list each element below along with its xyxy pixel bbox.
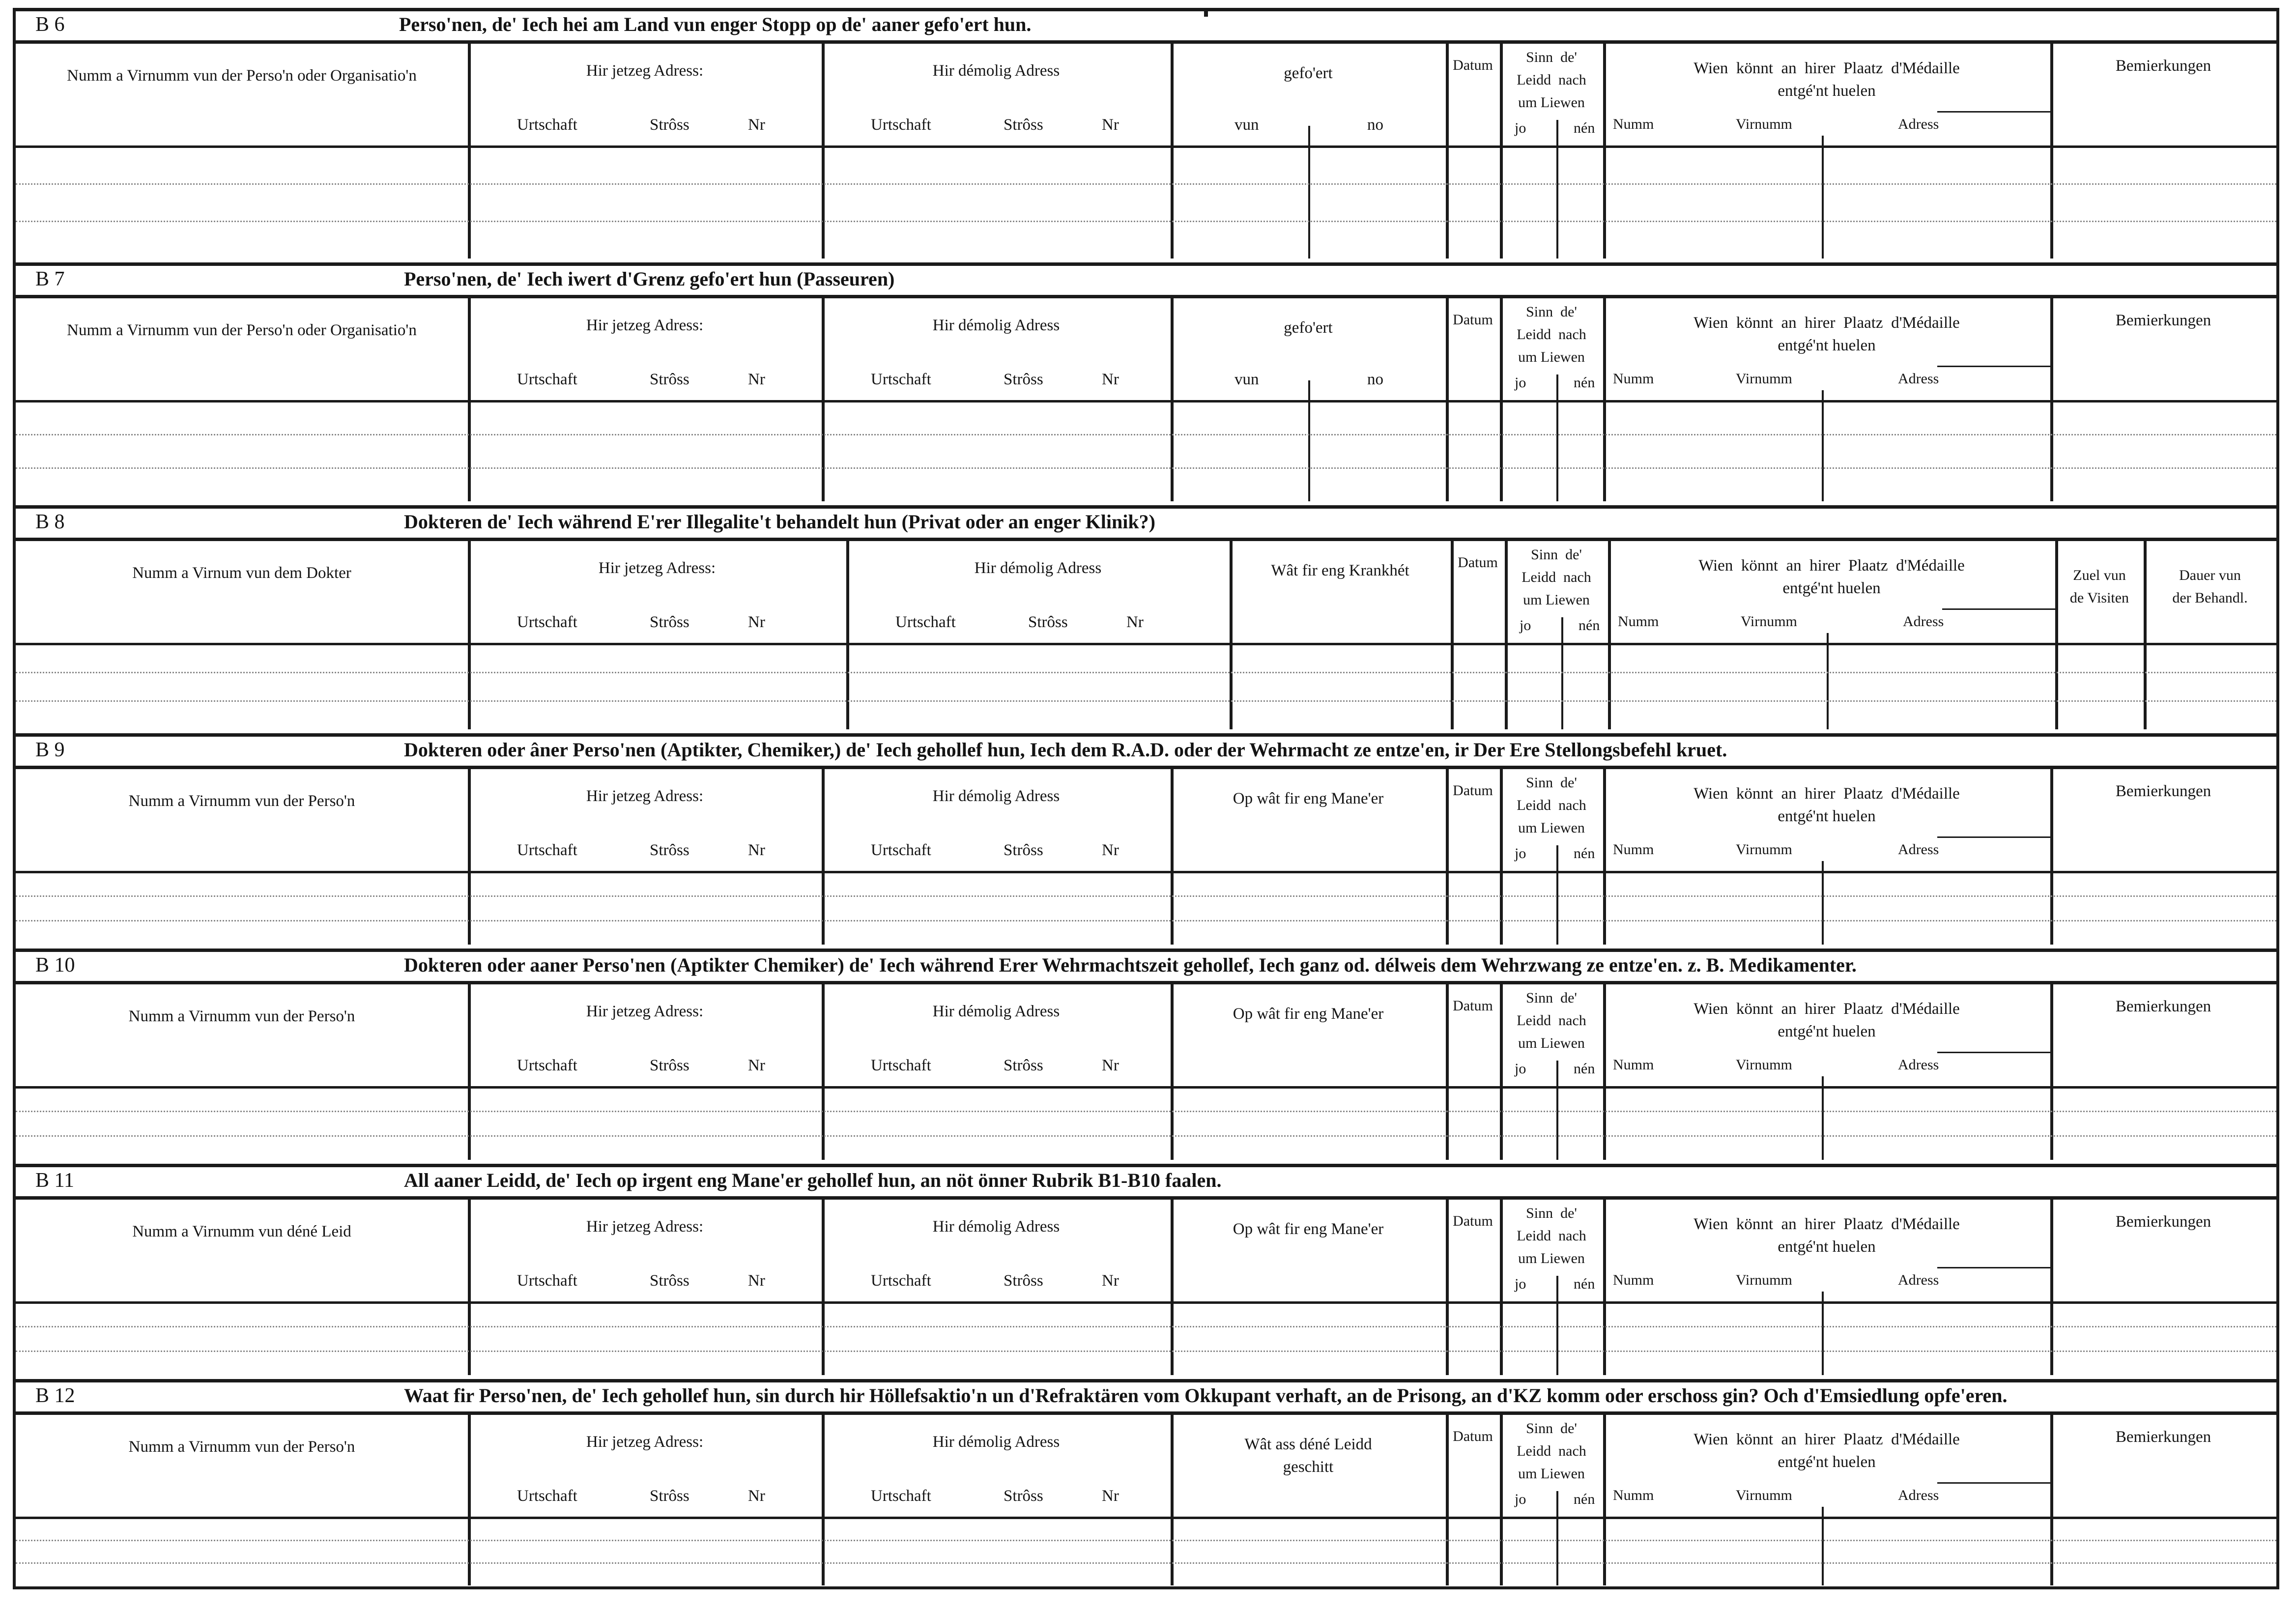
special-column-header: Op wât fir eng Mane'er: [1233, 1005, 1384, 1023]
from-subheader: vun: [1234, 116, 1259, 134]
section-title: Dokteren oder aaner Perso'nen (Aptikter Chemiker) de' Iech während Erer Wehrmachtszeit gehollef, Iech ganz od. délweis dem Wehrzwang ze entze'en. z. B. Medikamenter.: [404, 954, 1857, 976]
yes-no-divider: [1556, 1276, 1558, 1375]
street-subheader: Strôss: [1004, 116, 1043, 134]
former-address-header: Hir démolig Adress: [932, 787, 1060, 805]
column-divider: [822, 984, 825, 1160]
number-subheader: Nr: [748, 1272, 765, 1290]
name-column-header: Numm a Virnumm vun der Perso'n: [128, 1007, 355, 1025]
section-id: B 12: [35, 1384, 75, 1407]
form-section: [16, 505, 2276, 733]
title-underline: [16, 538, 2276, 541]
former-address-header: Hir démolig Adress: [932, 1003, 1060, 1020]
title-underline: [16, 1196, 2276, 1200]
entry-row-cell[interactable]: [20, 223, 464, 257]
remarks-column-header: Bemierkungen: [2115, 57, 2211, 75]
former-address-header: Hir démolig Adress: [932, 1433, 1060, 1451]
name-column-header: Numm a Virnumm vun der Perso'n oder Organisatio'n: [67, 321, 417, 339]
entry-row-cell[interactable]: [20, 1519, 464, 1538]
street-subheader: Strôss: [650, 613, 689, 631]
column-divider: [468, 769, 471, 945]
medal-inner-divider: [1822, 390, 1824, 501]
date-column-header: Datum: [1453, 998, 1493, 1014]
entry-dotted-line: [16, 1351, 2276, 1352]
medal-subrule: [1937, 366, 2050, 367]
duration-column-header: Dauer vun der Behandl.: [2172, 567, 2248, 606]
section-title: All aaner Leidd, de' Iech op irgent eng Mane'er gehollef hun, an nöt önner Rubrik B1-B10 faalen.: [404, 1169, 1222, 1191]
street-subheader: Strôss: [1004, 1057, 1043, 1074]
column-divider: [1603, 298, 1606, 501]
yes-no-divider: [1561, 617, 1563, 729]
column-divider: [822, 298, 825, 501]
medal-inner-divider: [1822, 136, 1824, 259]
medal-subrule: [1937, 1482, 2050, 1484]
column-divider: [1171, 984, 1174, 1160]
section-top-rule: [16, 505, 2276, 509]
column-divider: [468, 984, 471, 1160]
number-subheader: Nr: [1102, 371, 1119, 388]
column-divider: [1171, 769, 1174, 945]
number-subheader: Nr: [1102, 116, 1119, 134]
place-subheader: Urtschaft: [517, 1272, 577, 1290]
sinn-column-header: Sinn de' Leidd nach um Liewen: [1521, 546, 1591, 608]
column-divider: [822, 44, 825, 259]
name-column-header: Numm a Virnumm vun déné Leid: [132, 1223, 351, 1240]
entry-dotted-line: [16, 1135, 2276, 1137]
medal-firstname-subheader: Virnumm: [1736, 371, 1792, 387]
to-subheader: no: [1367, 371, 1383, 388]
from-to-divider: [1308, 380, 1310, 501]
entry-row-cell[interactable]: [20, 1542, 464, 1561]
column-divider: [1171, 1415, 1174, 1585]
current-address-header: Hir jetzeg Adress:: [586, 62, 704, 80]
medal-address-subheader: Adress: [1898, 1057, 1939, 1073]
entry-dotted-line: [16, 434, 2276, 435]
entry-dotted-line: [16, 183, 2276, 185]
current-address-header: Hir jetzeg Adress:: [586, 316, 704, 334]
street-subheader: Strôss: [1004, 371, 1043, 388]
date-column-header: Datum: [1453, 782, 1493, 799]
no-subheader: nén: [1574, 1061, 1595, 1077]
column-divider: [822, 1415, 825, 1585]
medal-firstname-subheader: Virnumm: [1736, 841, 1792, 858]
column-divider: [1500, 1200, 1503, 1375]
number-subheader: Nr: [748, 613, 765, 631]
entry-row-cell[interactable]: [20, 147, 464, 181]
number-subheader: Nr: [748, 371, 765, 388]
medal-subrule: [1937, 1267, 2050, 1268]
medal-name-subheader: Numm: [1613, 841, 1654, 858]
entry-row-cell[interactable]: [20, 702, 464, 727]
entry-row-cell[interactable]: [20, 185, 464, 219]
column-divider: [1603, 1200, 1606, 1375]
title-underline: [16, 981, 2276, 984]
sinn-column-header: Sinn de' Leidd nach um Liewen: [1517, 775, 1586, 836]
column-divider: [2050, 44, 2053, 259]
column-divider: [1446, 769, 1449, 945]
medal-firstname-subheader: Virnumm: [1736, 116, 1792, 132]
current-address-header: Hir jetzeg Adress:: [586, 1433, 704, 1451]
title-underline: [16, 766, 2276, 769]
section-title: Perso'nen, de' Iech hei am Land vun enger Stopp op de' aaner gefo'ert hun.: [399, 13, 1032, 35]
medal-inner-divider: [1827, 633, 1829, 729]
section-top-rule: [16, 1379, 2276, 1382]
no-subheader: nén: [1574, 1276, 1595, 1292]
medal-firstname-subheader: Virnumm: [1736, 1487, 1792, 1503]
medal-address-subheader: Adress: [1898, 116, 1939, 132]
current-address-header: Hir jetzeg Adress:: [586, 787, 704, 805]
special-column-header: Op wât fir eng Mane'er: [1233, 790, 1384, 807]
no-subheader: nén: [1578, 617, 1600, 633]
yes-subheader: jo: [1520, 617, 1531, 633]
number-subheader: Nr: [1102, 1487, 1119, 1505]
entry-row-cell[interactable]: [20, 402, 464, 432]
date-column-header: Datum: [1453, 1428, 1493, 1444]
medal-firstname-subheader: Virnumm: [1736, 1272, 1792, 1288]
column-divider: [2050, 298, 2053, 501]
entry-dotted-line: [16, 467, 2276, 469]
column-divider: [1603, 44, 1606, 259]
entry-row-cell[interactable]: [20, 674, 464, 699]
column-divider: [2050, 1415, 2053, 1585]
medal-column-header: Wien könnt an hirer Plaatz d'Médaille entgé'nt huelen: [1693, 314, 1960, 354]
medal-name-subheader: Numm: [1613, 1487, 1654, 1503]
medal-column-header: Wien könnt an hirer Plaatz d'Médaille entgé'nt huelen: [1693, 1431, 1960, 1471]
column-divider: [1446, 1200, 1449, 1375]
column-divider: [468, 1200, 471, 1375]
medal-column-header: Wien könnt an hirer Plaatz d'Médaille entgé'nt huelen: [1698, 557, 1965, 597]
title-underline: [16, 295, 2276, 298]
street-subheader: Strôss: [1004, 1272, 1043, 1290]
entry-dotted-line: [16, 920, 2276, 921]
no-subheader: nén: [1574, 845, 1595, 862]
section-top-rule: [16, 733, 2276, 737]
section-title: Perso'nen, de' Iech iwert d'Grenz gefo'ert hun (Passeuren): [404, 268, 895, 290]
from-subheader: vun: [1234, 371, 1259, 388]
medal-firstname-subheader: Virnumm: [1741, 613, 1797, 630]
section-id: B 6: [35, 13, 65, 36]
column-divider: [468, 298, 471, 501]
form-frame: [13, 8, 2279, 1589]
medal-address-subheader: Adress: [1903, 613, 1944, 630]
form-section: [16, 1164, 2276, 1379]
column-divider: [1446, 984, 1449, 1160]
street-subheader: Strôss: [650, 371, 689, 388]
column-divider: [468, 1415, 471, 1585]
entry-dotted-line: [16, 1326, 2276, 1327]
section-top-rule: [16, 262, 2276, 266]
section-top-rule: [16, 949, 2276, 952]
medal-column-header: Wien könnt an hirer Plaatz d'Médaille entgé'nt huelen: [1693, 59, 1960, 100]
yes-no-divider: [1556, 1491, 1558, 1585]
form-section: [16, 1379, 2276, 1589]
entry-row-cell[interactable]: [20, 645, 464, 670]
yes-subheader: jo: [1515, 374, 1526, 391]
current-address-header: Hir jetzeg Adress:: [598, 559, 716, 577]
entry-row-cell[interactable]: [20, 469, 464, 499]
date-column-header: Datum: [1453, 1213, 1493, 1229]
remarks-column-header: Bemierkungen: [2115, 312, 2211, 329]
yes-no-divider: [1556, 374, 1558, 501]
medal-name-subheader: Numm: [1618, 613, 1659, 630]
entry-dotted-line: [16, 1562, 2276, 1564]
sinn-column-header: Sinn de' Leidd nach um Liewen: [1517, 49, 1586, 111]
entry-dotted-line: [16, 672, 2276, 673]
entry-row-cell[interactable]: [20, 1352, 464, 1373]
place-subheader: Urtschaft: [871, 1057, 931, 1074]
number-subheader: Nr: [748, 1487, 765, 1505]
medal-name-subheader: Numm: [1613, 116, 1654, 132]
column-divider: [2050, 769, 2053, 945]
medal-subrule: [1942, 608, 2055, 610]
special-column-header: Wât fir eng Krankhét: [1271, 562, 1409, 579]
place-subheader: Urtschaft: [871, 1487, 931, 1505]
yes-no-divider: [1556, 120, 1558, 259]
visits-column-header: Zuel vun de Visiten: [2069, 567, 2129, 606]
yes-subheader: jo: [1515, 1276, 1526, 1292]
name-column-header: Numm a Virnumm vun der Perso'n: [128, 792, 355, 810]
yes-no-divider: [1556, 1061, 1558, 1160]
entry-row-cell[interactable]: [20, 1328, 464, 1349]
medal-column-header: Wien könnt an hirer Plaatz d'Médaille entgé'nt huelen: [1693, 1215, 1960, 1256]
number-subheader: Nr: [1102, 1057, 1119, 1074]
section-top-rule: [16, 1164, 2276, 1167]
medal-column-header: Wien könnt an hirer Plaatz d'Médaille entgé'nt huelen: [1693, 785, 1960, 825]
sinn-column-header: Sinn de' Leidd nach um Liewen: [1517, 1420, 1586, 1482]
section-top-rule: [16, 8, 2276, 11]
number-subheader: Nr: [1102, 1272, 1119, 1290]
medal-address-subheader: Adress: [1898, 1487, 1939, 1503]
medal-inner-divider: [1822, 861, 1824, 945]
title-underline: [16, 40, 2276, 44]
form-section: [16, 949, 2276, 1164]
column-divider: [1500, 984, 1503, 1160]
current-address-header: Hir jetzeg Adress:: [586, 1003, 704, 1020]
place-subheader: Urtschaft: [517, 116, 577, 134]
column-divider: [1446, 298, 1449, 501]
place-subheader: Urtschaft: [895, 613, 956, 631]
name-column-header: Numm a Virnumm vun der Perso'n oder Organisatio'n: [67, 67, 417, 85]
medal-inner-divider: [1822, 1076, 1824, 1160]
special-column-header: Wât ass déné Leidd geschitt: [1244, 1436, 1372, 1476]
place-subheader: Urtschaft: [871, 116, 931, 134]
place-subheader: Urtschaft: [517, 841, 577, 859]
sinn-column-header: Sinn de' Leidd nach um Liewen: [1517, 1205, 1586, 1266]
street-subheader: Strôss: [650, 1057, 689, 1074]
column-divider: [1446, 1415, 1449, 1585]
section-title: Dokteren de' Iech während E'rer Illegalite't behandelt hun (Privat oder an enger Klinik?): [404, 511, 1155, 533]
place-subheader: Urtschaft: [517, 1057, 577, 1074]
section-id: B 8: [35, 511, 65, 533]
section-id: B 7: [35, 268, 65, 290]
special-column-header: gefo'ert: [1284, 319, 1333, 337]
name-column-header: Numm a Virnumm vun der Perso'n: [128, 1438, 355, 1456]
entry-dotted-line: [16, 221, 2276, 222]
former-address-header: Hir démolig Adress: [932, 62, 1060, 80]
medal-subrule: [1937, 836, 2050, 838]
medal-column-header: Wien könnt an hirer Plaatz d'Médaille entgé'nt huelen: [1693, 1000, 1960, 1040]
entry-row-cell[interactable]: [20, 1303, 464, 1324]
column-divider: [1500, 44, 1503, 259]
yes-subheader: jo: [1515, 120, 1526, 136]
place-subheader: Urtschaft: [517, 613, 577, 631]
form-section: [16, 262, 2276, 505]
street-subheader: Strôss: [650, 1272, 689, 1290]
remarks-column-header: Bemierkungen: [2115, 1428, 2211, 1446]
number-subheader: Nr: [748, 841, 765, 859]
entry-dotted-line: [16, 1111, 2276, 1112]
column-divider: [2050, 984, 2053, 1160]
entry-dotted-line: [16, 895, 2276, 897]
column-divider: [468, 44, 471, 259]
column-divider: [1171, 298, 1174, 501]
medal-subrule: [1937, 1052, 2050, 1053]
column-divider: [2050, 1200, 2053, 1375]
title-underline: [16, 1411, 2276, 1415]
medal-firstname-subheader: Virnumm: [1736, 1057, 1792, 1073]
medal-address-subheader: Adress: [1898, 1272, 1939, 1288]
form-section: [16, 8, 2276, 262]
medal-inner-divider: [1822, 1507, 1824, 1585]
medal-name-subheader: Numm: [1613, 371, 1654, 387]
number-subheader: Nr: [1126, 613, 1144, 631]
current-address-header: Hir jetzeg Adress:: [586, 1218, 704, 1236]
street-subheader: Strôss: [650, 1487, 689, 1505]
section-id: B 9: [35, 739, 65, 761]
column-divider: [1603, 769, 1606, 945]
name-column-header: Numm a Virnum vun dem Dokter: [132, 564, 351, 582]
remarks-column-header: Bemierkungen: [2115, 998, 2211, 1015]
section-id: B 11: [35, 1169, 74, 1192]
former-address-header: Hir démolig Adress: [974, 559, 1102, 577]
column-divider: [822, 1200, 825, 1375]
street-subheader: Strôss: [650, 116, 689, 134]
no-subheader: nén: [1574, 1491, 1595, 1507]
place-subheader: Urtschaft: [871, 1272, 931, 1290]
section-title: Waat fir Perso'nen, de' Iech gehollef hun, sin durch hir Höllefsaktio'n un d'Refraktären vom Okkupant verhaft, an de Prisong, an d'KZ komm oder erschoss gin? Och d'Emsiedlung opfe'eren.: [404, 1384, 2008, 1407]
entry-row-cell[interactable]: [20, 897, 464, 918]
column-divider: [1603, 984, 1606, 1160]
former-address-header: Hir démolig Adress: [932, 316, 1060, 334]
medal-name-subheader: Numm: [1613, 1272, 1654, 1288]
entry-row-cell[interactable]: [20, 1113, 464, 1133]
column-divider: [1171, 1200, 1174, 1375]
form-section: [16, 733, 2276, 949]
date-column-header: Datum: [1458, 554, 1498, 571]
entry-row-cell[interactable]: [20, 1564, 464, 1583]
entry-row-cell[interactable]: [20, 1088, 464, 1109]
special-column-header: Op wât fir eng Mane'er: [1233, 1220, 1384, 1238]
entry-row-cell[interactable]: [20, 1137, 464, 1158]
column-divider: [1500, 769, 1503, 945]
place-subheader: Urtschaft: [871, 841, 931, 859]
medal-inner-divider: [1822, 1292, 1824, 1375]
street-subheader: Strôss: [1004, 841, 1043, 859]
place-subheader: Urtschaft: [871, 371, 931, 388]
place-subheader: Urtschaft: [517, 371, 577, 388]
medal-subrule: [1937, 111, 2050, 113]
entry-row-cell[interactable]: [20, 922, 464, 943]
number-subheader: Nr: [748, 1057, 765, 1074]
section-title: Dokteren oder âner Perso'nen (Aptikter, Chemiker,) de' Iech gehollef hun, Iech dem R.A.D. oder der Wehrmacht ze entze'en, ir Der Ere Stellongsbefehl kruet.: [404, 739, 1727, 761]
no-subheader: nén: [1574, 120, 1595, 136]
medal-address-subheader: Adress: [1898, 841, 1939, 858]
entry-dotted-line: [16, 700, 2276, 702]
street-subheader: Strôss: [650, 841, 689, 859]
remarks-column-header: Bemierkungen: [2115, 782, 2211, 800]
sinn-column-header: Sinn de' Leidd nach um Liewen: [1517, 990, 1586, 1051]
column-divider: [1446, 44, 1449, 259]
medal-address-subheader: Adress: [1898, 371, 1939, 387]
date-column-header: Datum: [1453, 312, 1493, 328]
entry-row-cell[interactable]: [20, 873, 464, 893]
date-column-header: Datum: [1453, 57, 1493, 73]
sinn-column-header: Sinn de' Leidd nach um Liewen: [1517, 304, 1586, 365]
yes-no-divider: [1556, 845, 1558, 945]
column-divider: [1500, 298, 1503, 501]
entry-dotted-line: [16, 1540, 2276, 1541]
yes-subheader: jo: [1515, 845, 1526, 862]
number-subheader: Nr: [748, 116, 765, 134]
medal-name-subheader: Numm: [1613, 1057, 1654, 1073]
to-subheader: no: [1367, 116, 1383, 134]
former-address-header: Hir démolig Adress: [932, 1218, 1060, 1236]
from-to-divider: [1308, 126, 1310, 259]
yes-subheader: jo: [1515, 1061, 1526, 1077]
number-subheader: Nr: [1102, 841, 1119, 859]
yes-subheader: jo: [1515, 1491, 1526, 1507]
place-subheader: Urtschaft: [517, 1487, 577, 1505]
street-subheader: Strôss: [1028, 613, 1068, 631]
column-divider: [822, 769, 825, 945]
street-subheader: Strôss: [1004, 1487, 1043, 1505]
no-subheader: nén: [1574, 374, 1595, 391]
column-divider: [1603, 1415, 1606, 1585]
entry-row-cell[interactable]: [20, 436, 464, 466]
special-column-header: gefo'ert: [1284, 64, 1333, 82]
column-divider: [1171, 44, 1174, 259]
section-id: B 10: [35, 954, 75, 977]
column-divider: [1500, 1415, 1503, 1585]
remarks-column-header: Bemierkungen: [2115, 1213, 2211, 1231]
